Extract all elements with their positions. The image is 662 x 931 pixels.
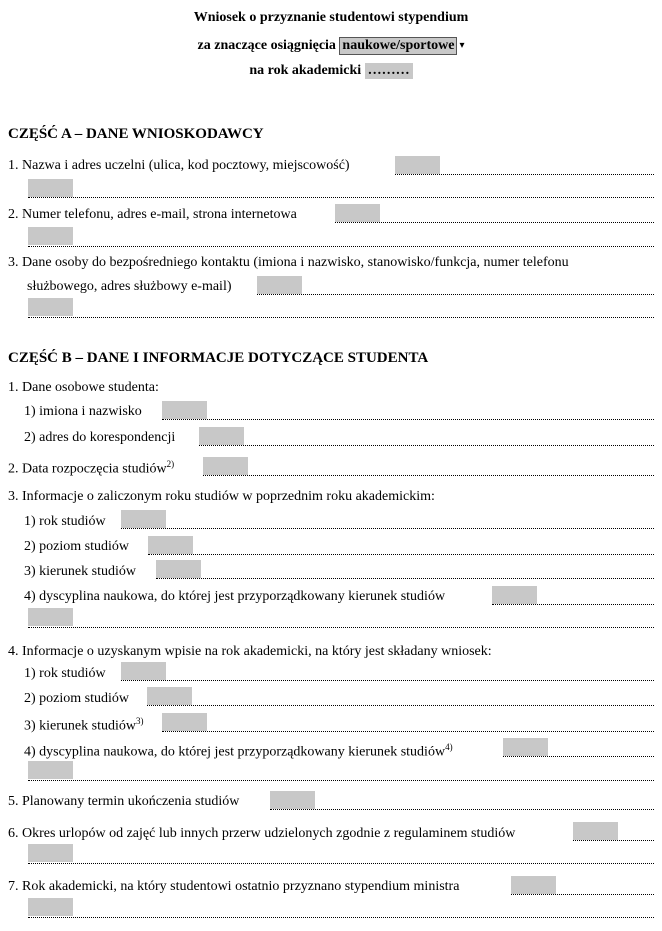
a3-label: 3. Dane osoby do bezpośredniego kontaktu (imiona i nazwisko, stanowisko/funkcja, numer telefonu — [8, 255, 569, 270]
a1-label: 1. Nazwa i adres uczelni (ulica, kod pocztowy, miejscowość) — [8, 158, 350, 173]
b2-text: 2. Data rozpoczęcia studiów — [8, 461, 167, 477]
b3-4-dotted-line-2 — [28, 627, 654, 628]
b1-1-label: 1) imiona i nazwisko — [24, 404, 142, 419]
b5-field[interactable] — [270, 791, 315, 809]
a1-dotted-line-2 — [28, 197, 654, 198]
b3-4-label: 4) dyscyplina naukowa, do której jest przyporządkowany kierunek studiów — [24, 589, 446, 604]
b6-dotted-line-2 — [28, 863, 654, 864]
b3-3-dotted-line — [156, 578, 654, 579]
b3-4-dotted-line — [492, 604, 654, 605]
b2-footnote: 2) — [166, 459, 175, 469]
a3-field[interactable] — [257, 276, 302, 294]
a1-field[interactable] — [395, 156, 440, 174]
a2-label: 2. Numer telefonu, adres e-mail, strona internetowa — [8, 207, 297, 222]
b7-field-continued[interactable] — [28, 898, 73, 916]
b3-3-field[interactable] — [156, 560, 201, 578]
b4-3-text: 3) kierunek studiów — [24, 718, 136, 734]
b4-4-field[interactable] — [503, 738, 548, 756]
b4-label: 4. Informacje o uzyskanym wpisie na rok akademicki, na który jest składany wniosek: — [8, 644, 492, 659]
section-a-title: CZĘŚĆ A – DANE WNIOSKODAWCY — [8, 126, 264, 142]
form-subtitle — [0, 37, 662, 55]
b2-label — [8, 459, 174, 478]
a3-field-continued[interactable] — [28, 298, 73, 316]
form-title: Wniosek o przyznanie studentowi stypendium — [193, 10, 469, 25]
b6-label: 6. Okres urlopów od zajęć lub innych przerw udzielonych zgodnie z regulaminem studiów — [8, 826, 516, 841]
b4-4-dotted-line-2 — [28, 780, 654, 781]
b1-label: 1. Dane osobowe studenta: — [8, 380, 159, 395]
b6-dotted-line — [573, 840, 654, 841]
dropdown-arrow-icon[interactable]: ▾ — [459, 40, 465, 51]
section-b-title: CZĘŚĆ B – DANE I INFORMACJE DOTYCZĄCE STUDENTA — [8, 350, 429, 366]
b3-label: 3. Informacje o zaliczonym roku studiów w poprzednim roku akademickim: — [8, 489, 435, 504]
b4-4-dotted-line — [503, 756, 654, 757]
a2-field[interactable] — [335, 204, 380, 222]
b6-field[interactable] — [573, 822, 618, 840]
b3-2-dotted-line — [148, 554, 654, 555]
b5-label: 5. Planowany termin ukończenia studiów — [8, 794, 240, 809]
b3-3-label: 3) kierunek studiów — [24, 564, 136, 579]
b6-field-continued[interactable] — [28, 844, 73, 862]
b3-1-label: 1) rok studiów — [24, 514, 106, 529]
b4-2-field[interactable] — [147, 687, 192, 705]
b4-3-label — [24, 716, 143, 735]
a2-field-continued[interactable] — [28, 227, 73, 245]
b4-3-dotted-line — [162, 731, 654, 732]
b4-3-field[interactable] — [162, 713, 207, 731]
b4-4-label — [24, 742, 453, 761]
b1-1-field[interactable] — [162, 401, 207, 419]
academic-year-line — [0, 63, 662, 79]
b1-1-dotted-line — [162, 419, 654, 420]
b4-2-dotted-line — [147, 705, 654, 706]
b7-dotted-line-2 — [28, 917, 654, 918]
a3-label-continued: służbowego, adres służbowy e-mail) — [27, 279, 232, 294]
b4-1-field[interactable] — [121, 662, 166, 680]
b4-2-label: 2) poziom studiów — [24, 691, 129, 706]
a3-dotted-line-2 — [28, 317, 654, 318]
b3-4-field-continued[interactable] — [28, 608, 73, 626]
achievement-type-dropdown[interactable] — [339, 37, 457, 55]
a1-dotted-line — [395, 174, 654, 175]
b4-4-field-continued[interactable] — [28, 761, 73, 779]
b3-1-field[interactable] — [121, 510, 166, 528]
subtitle-prefix: za znaczące osiągnięcia — [197, 38, 336, 53]
academic-year-field[interactable]: ……… — [365, 63, 413, 79]
b1-2-field[interactable] — [199, 427, 244, 445]
b2-dotted-line — [203, 475, 654, 476]
b4-1-label: 1) rok studiów — [24, 666, 106, 681]
b7-field[interactable] — [511, 876, 556, 894]
b5-dotted-line — [270, 809, 654, 810]
a2-dotted-line-2 — [28, 246, 654, 247]
b4-4-footnote: 4) — [445, 742, 453, 752]
a3-dotted-line — [257, 294, 654, 295]
academic-year-label: na rok akademicki — [249, 63, 362, 78]
b7-dotted-line — [511, 894, 654, 895]
b4-4-text: 4) dyscyplina naukowa, do której jest przyporządkowany kierunek studiów — [24, 744, 446, 760]
a1-field-continued[interactable] — [28, 179, 73, 197]
b3-1-dotted-line — [121, 528, 654, 529]
b1-2-dotted-line — [199, 445, 654, 446]
b7-label: 7. Rok akademicki, na który studentowi ostatnio przyznano stypendium ministra — [8, 879, 460, 894]
a2-dotted-line — [335, 222, 654, 223]
b4-1-dotted-line — [121, 680, 654, 681]
b1-2-label: 2) adres do korespondencji — [24, 430, 176, 445]
b3-4-field[interactable] — [492, 586, 537, 604]
dropdown-value: naukowe/sportowe — [342, 38, 455, 53]
b3-2-label: 2) poziom studiów — [24, 539, 129, 554]
b2-field[interactable] — [203, 457, 248, 475]
b4-3-footnote: 3) — [135, 716, 144, 726]
b3-2-field[interactable] — [148, 536, 193, 554]
